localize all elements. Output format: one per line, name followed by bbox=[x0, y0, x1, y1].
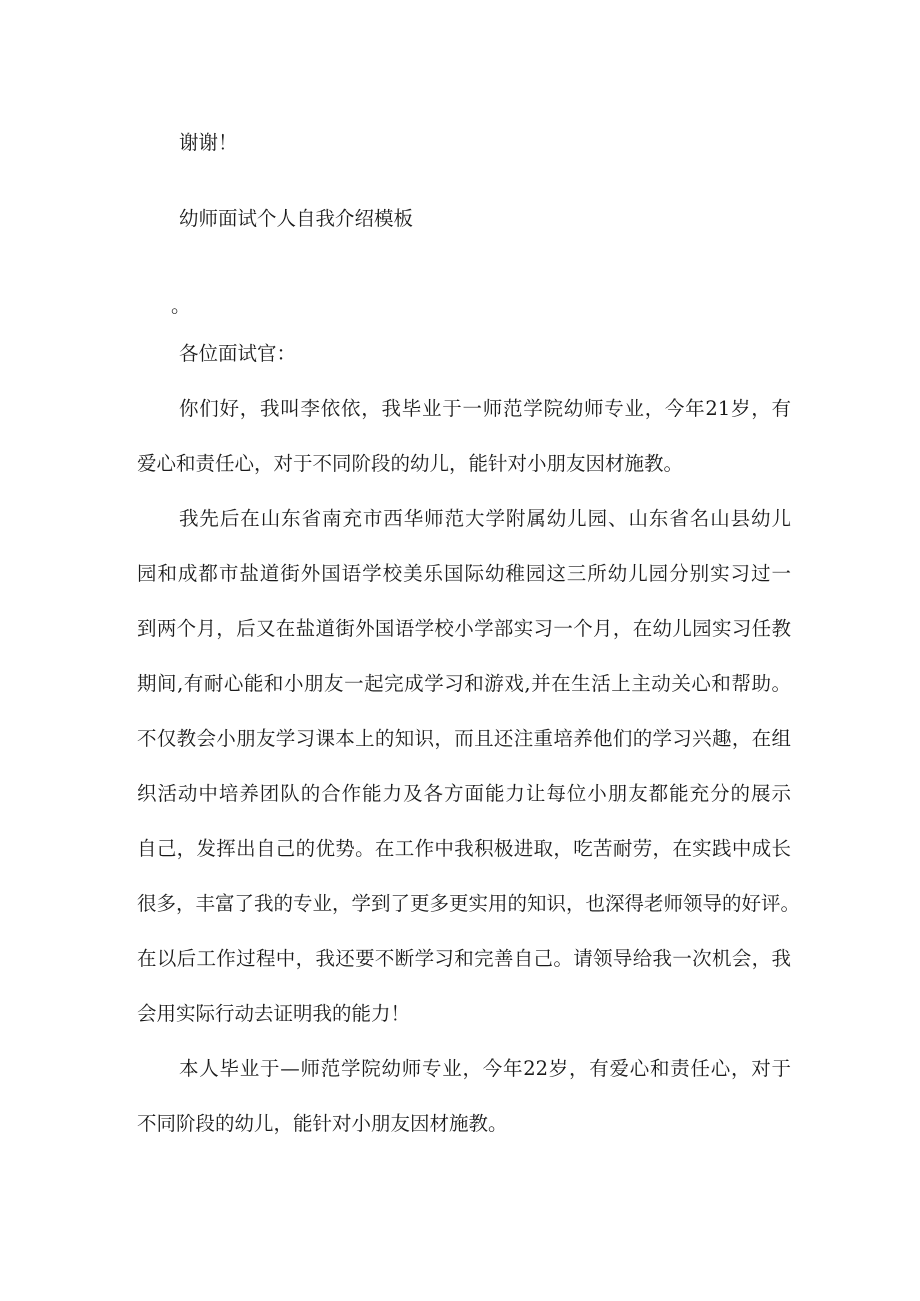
paragraph-2-line-5: 不仅教会小朋友学习课本上的知识，而且还注重培养他们的学习兴趣，在组 bbox=[137, 727, 791, 750]
paragraph-3-line-1: 本人毕业于—师范学院幼师专业，今年22岁，有爱心和责任心，对于 bbox=[179, 1057, 791, 1080]
paragraph-2-line-2: 园和成都市盐道街外国语学校美乐国际幼稚园这三所幼儿园分别实习过一 bbox=[137, 562, 791, 585]
paragraph-2-line-10: 会用实际行动去证明我的能力！ bbox=[137, 1002, 411, 1025]
paragraph-2-line-6: 织活动中培养团队的合作能力及各方面能力让每位小朋友都能充分的展示 bbox=[137, 782, 791, 805]
paragraph-1-line-1: 你们好，我叫李依依，我毕业于一师范学院幼师专业，今年21岁，有 bbox=[179, 397, 791, 420]
paragraph-1-line-2: 爱心和责任心，对于不同阶段的幼儿，能针对小朋友因材施教。 bbox=[137, 452, 684, 475]
paragraph-2-line-7: 自己，发挥出自己的优势。在工作中我积极进取，吃苦耐劳，在实践中成长 bbox=[137, 837, 791, 860]
paragraph-2-line-8: 很多，丰富了我的专业，学到了更多更实用的知识，也深得老师领导的好评。 bbox=[137, 892, 801, 915]
paragraph-3-line-2: 不同阶段的幼儿，能针对小朋友因材施教。 bbox=[137, 1112, 508, 1135]
paragraph-2-line-9: 在以后工作过程中，我还要不断学习和完善自己。请领导给我一次机会，我 bbox=[137, 947, 791, 970]
paragraph-2-line-3: 到两个月，后又在盐道街外国语学校小学部实习一个月，在幼儿园实习任教 bbox=[137, 617, 791, 640]
stray-mark: 。 bbox=[171, 294, 191, 317]
closing-text: 谢谢！ bbox=[179, 131, 238, 154]
document-title: 幼师面试个人自我介绍模板 bbox=[179, 207, 414, 230]
paragraph-2-line-4: 期间,有耐心能和小朋友一起完成学习和游戏,并在生活上主动关心和帮助。 bbox=[137, 672, 791, 695]
salutation: 各位面试官： bbox=[179, 342, 297, 365]
paragraph-2-line-1: 我先后在山东省南充市西华师范大学附属幼儿园、山东省名山县幼儿 bbox=[179, 507, 791, 530]
